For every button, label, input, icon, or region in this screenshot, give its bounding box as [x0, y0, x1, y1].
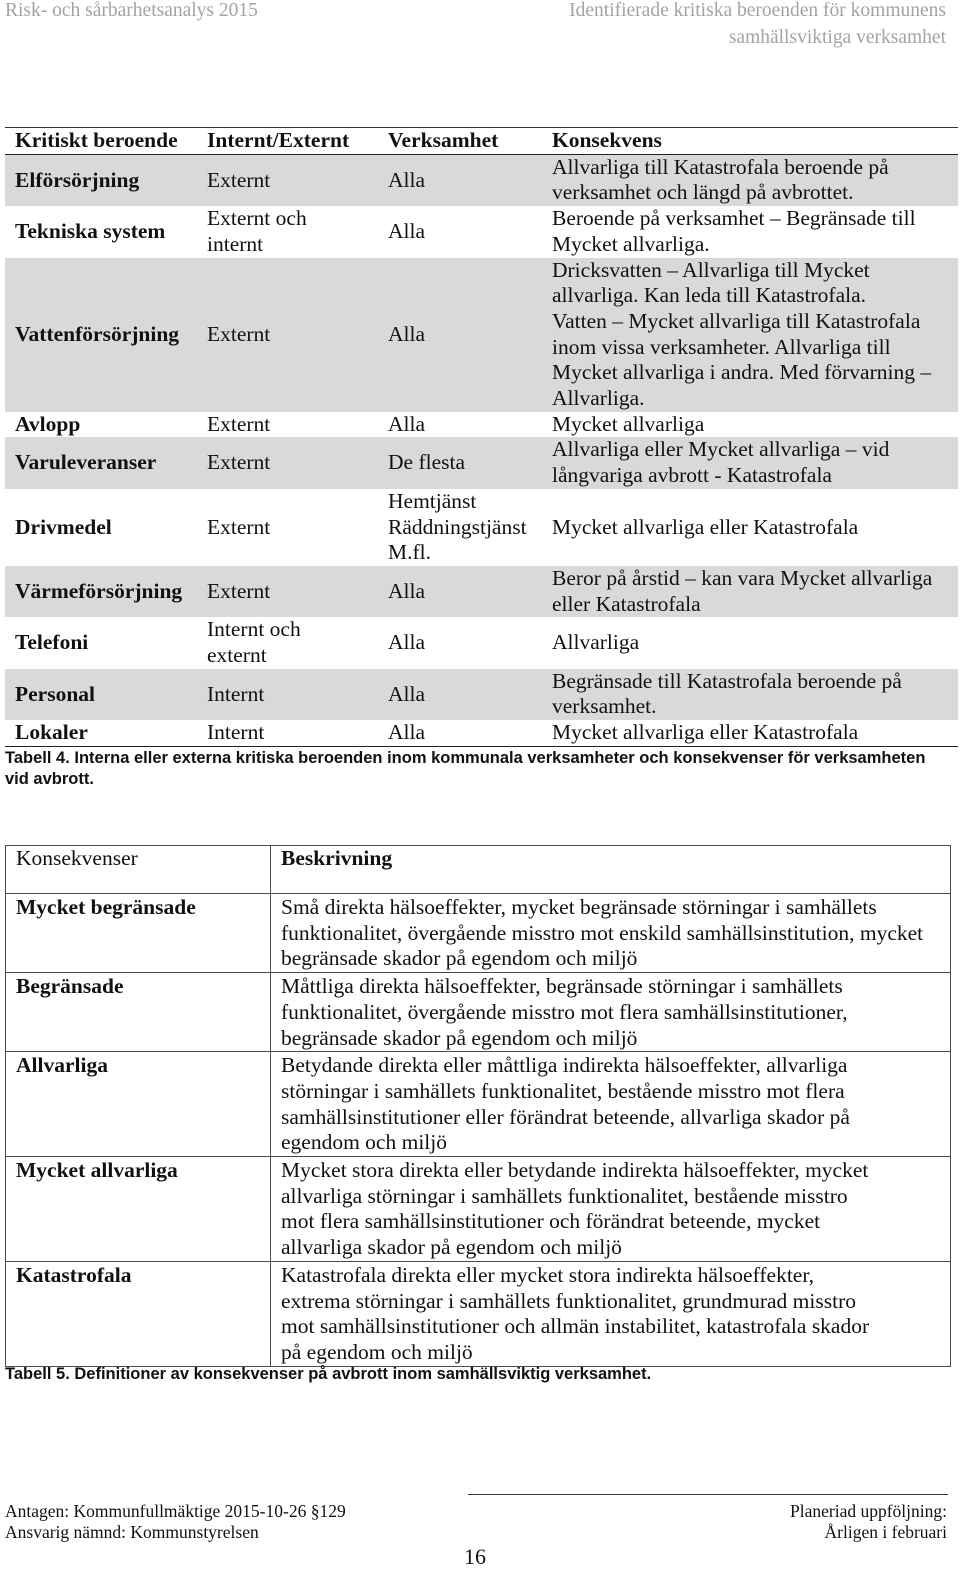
table-row [5, 206, 958, 257]
cell-line: Externt [207, 321, 271, 346]
internal-external-cell [197, 168, 378, 194]
consequence-level-cell: Katastrofala [6, 1261, 271, 1366]
internal-external-cell [197, 720, 378, 746]
cell-line: Beror på årstid – kan vara Mycket allvarliga [552, 565, 933, 590]
cell-line: Externt [207, 411, 271, 436]
cell-line: Allvarliga till Katastrofala beroende på [552, 154, 889, 179]
table-body [5, 155, 958, 747]
cell-line: Hemtjänst [388, 488, 477, 513]
cell-line: Alla [388, 720, 426, 745]
cell-line: Alla [388, 218, 426, 243]
description-cell [271, 1157, 951, 1262]
activity-cell [378, 322, 542, 348]
internal-external-cell [197, 617, 378, 668]
running-header-line: Identifierade kritiska beroenden för kommunens [569, 0, 946, 21]
dependency-cell: Drivmedel [15, 514, 112, 539]
internal-external-cell [197, 206, 378, 257]
dependency-cell: Varuleveranser [15, 450, 157, 475]
dependency-cell: Elförsörjning [15, 167, 140, 192]
caption-line: Tabell 4. Interna eller externa kritiska beroenden inom kommunala verksamheter och konsekvenser för verksamheten [5, 749, 926, 767]
table-row [5, 437, 958, 488]
cell-line: Externt [207, 578, 271, 603]
cell-line: egendom och miljö [281, 1130, 447, 1155]
cell-line: M.fl. [388, 540, 431, 565]
table-row [5, 258, 958, 412]
activity-cell [378, 630, 542, 656]
internal-external-cell [197, 579, 378, 605]
cell-line: Externt [207, 514, 271, 539]
dependency-cell: Avlopp [15, 411, 81, 436]
cell-line: samhällsinstitutioner eller förändrat beteende, allvarliga skador på [281, 1104, 850, 1129]
cell-line: Dricksvatten – Allvarliga till Mycket [552, 257, 870, 282]
dependency-cell: Lokaler [15, 720, 88, 745]
column-header: Konsekvens [552, 128, 662, 152]
cell-line: Beroende på verksamhet – Begränsade till [552, 206, 916, 231]
table-5-caption: Tabell 5. Definitioner av konsekvenser på avbrott inom samhällsviktig verksamhet. [5, 1365, 652, 1383]
consequence-level-cell: Mycket begränsade [6, 894, 271, 973]
column-header: Kritiskt beroende [15, 128, 178, 152]
consequence-cell [542, 720, 958, 746]
description-cell [271, 973, 951, 1052]
running-header-section [569, 0, 946, 51]
footer-line: Antagen: Kommunfullmäktige 2015-10-26 §129 [5, 1501, 346, 1521]
description-cell [271, 1261, 951, 1366]
cell-line: allvarliga störningar i samhällets funktionalitet, bestående misstro [281, 1183, 848, 1208]
table-row [6, 1052, 951, 1157]
cell-line: Mycket allvarliga [552, 411, 705, 436]
running-header-title: Risk- och sårbarhetsanalys 2015 [5, 0, 258, 21]
cell-line: allvarliga. Kan leda till Katastrofala. [552, 283, 867, 308]
cell-line: Externt och [207, 206, 307, 231]
cell-line: Internt [207, 720, 265, 745]
internal-external-cell [197, 322, 378, 348]
footer-line: Ansvarig nämnd: Kommunstyrelsen [5, 1522, 259, 1542]
consequence-definitions-table [5, 845, 951, 1367]
column-header: Internt/Externt [207, 128, 350, 152]
cell-line: begränsade skador på egendom och miljö [281, 946, 638, 971]
cell-line: på egendom och miljö [281, 1339, 473, 1364]
consequence-cell [542, 412, 958, 438]
cell-line: Allvarliga. [552, 386, 645, 411]
page-number: 16 [464, 1544, 486, 1569]
description-cell [271, 894, 951, 973]
activity-cell [378, 682, 542, 708]
column-header: Verksamhet [388, 128, 499, 152]
cell-line: externt [207, 643, 267, 668]
dependency-cell: Värmeförsörjning [15, 578, 183, 603]
cell-line: allvarliga skador på egendom och miljö [281, 1235, 622, 1260]
cell-line: störningar i samhällets funktionalitet, bestående misstro mot flera [281, 1078, 845, 1103]
table-row [5, 155, 958, 206]
cell-line: inom vissa verksamheter. Allvarliga till [552, 334, 891, 359]
table-4-caption [5, 748, 925, 790]
consequence-level-cell: Allvarliga [6, 1052, 271, 1157]
cell-line: Allvarliga [552, 630, 640, 655]
cell-line: Externt [207, 167, 271, 192]
cell-line: Alla [388, 321, 426, 346]
table-header-row [6, 846, 951, 894]
description-cell [271, 1052, 951, 1157]
cell-line: Mycket allvarliga eller Katastrofala [552, 514, 859, 539]
table-row [5, 617, 958, 668]
cell-line: Katastrofala direkta eller mycket stora indirekta hälsoeffekter, [281, 1262, 815, 1287]
internal-external-cell [197, 450, 378, 476]
dependency-cell: Personal [15, 681, 96, 706]
cell-line: Vatten – Mycket allvarliga till Katastrofala [552, 308, 921, 333]
consequence-cell [542, 515, 958, 541]
table-row [5, 669, 958, 720]
cell-line: Externt [207, 450, 271, 475]
table-row [5, 412, 958, 438]
cell-line: Mycket allvarliga i andra. Med förvarning – [552, 360, 932, 385]
cell-line: Mycket stora direkta eller betydande indirekta hälsoeffekter, mycket [281, 1158, 869, 1183]
table-row [6, 973, 951, 1052]
cell-line: Alla [388, 411, 426, 436]
consequence-cell [542, 566, 958, 617]
table-row [6, 894, 951, 973]
cell-line: Alla [388, 630, 426, 655]
cell-line: internt [207, 231, 264, 256]
cell-line: begränsade skador på egendom och miljö [281, 1025, 638, 1050]
cell-line: Måttliga direkta hälsoeffekter, begränsade störningar i samhällets [281, 974, 843, 999]
activity-cell [378, 489, 542, 566]
internal-external-cell [197, 412, 378, 438]
cell-line: Mycket allvarliga. [552, 231, 710, 256]
consequence-cell [542, 155, 958, 206]
table-row [5, 489, 958, 566]
table-row [5, 566, 958, 617]
activity-cell [378, 450, 542, 476]
dependency-table [5, 127, 958, 747]
running-header-line: samhällsviktiga verksamhet [728, 27, 946, 48]
activity-cell [378, 412, 542, 438]
caption-line: vid avbrott. [5, 770, 94, 788]
table-row [5, 720, 958, 746]
consequence-level-cell: Begränsade [6, 973, 271, 1052]
cell-line: Internt [207, 681, 265, 706]
cell-line: De flesta [388, 450, 466, 475]
cell-line: Allvarliga eller Mycket allvarliga – vid [552, 437, 890, 462]
consequence-cell [542, 669, 958, 720]
cell-line: verksamhet och längd på avbrottet. [552, 180, 854, 205]
footer-line: Årligen i februari [824, 1522, 947, 1542]
footer-adoption-info [5, 1501, 346, 1543]
cell-line: Mycket allvarliga eller Katastrofala [552, 720, 859, 745]
footer-divider [468, 1494, 948, 1495]
cell-line: eller Katastrofala [552, 591, 701, 616]
cell-line: funktionalitet, övergående misstro mot enskild samhällsinstitution, mycket [281, 920, 924, 945]
cell-line: mot samhällsinstitutioner och allmän instabilitet, katastrofala skador [281, 1314, 870, 1339]
internal-external-cell [197, 515, 378, 541]
column-header: Beskrivning [271, 846, 951, 894]
activity-cell [378, 168, 542, 194]
cell-line: Små direkta hälsoeffekter, mycket begränsade störningar i samhällets [281, 895, 877, 919]
consequence-cell [542, 437, 958, 488]
cell-line: verksamhet. [552, 694, 657, 719]
cell-line: långvariga avbrott - Katastrofala [552, 463, 832, 488]
table-header-row [5, 127, 958, 155]
activity-cell [378, 720, 542, 746]
cell-line: extrema störningar i samhällets funktionalitet, grundmurad misstro [281, 1288, 856, 1313]
cell-line: Begränsade till Katastrofala beroende på [552, 668, 902, 693]
footer-follow-up-info [790, 1501, 947, 1543]
cell-line: Alla [388, 578, 426, 603]
activity-cell [378, 219, 542, 245]
internal-external-cell [197, 682, 378, 708]
activity-cell [378, 579, 542, 605]
cell-line: Internt och [207, 617, 301, 642]
cell-line: mot flera samhällsinstitutioner och förändrat beteende, mycket [281, 1209, 821, 1234]
cell-line: Alla [388, 167, 426, 192]
dependency-cell: Telefoni [15, 630, 89, 655]
cell-line: Alla [388, 681, 426, 706]
cell-line: funktionalitet, övergående misstro mot flera samhällsinstitutioner, [281, 999, 848, 1024]
table-row [6, 1157, 951, 1262]
footer-line: Planeriad uppföljning: [790, 1501, 947, 1521]
consequence-cell [542, 258, 958, 412]
table-row [6, 1261, 951, 1366]
cell-line: Räddningstjänst [388, 514, 527, 539]
consequence-level-cell: Mycket allvarliga [6, 1157, 271, 1262]
cell-line: Betydande direkta eller måttliga indirekta hälsoeffekter, allvarliga [281, 1053, 848, 1078]
dependency-cell: Tekniska system [15, 218, 166, 243]
consequence-cell [542, 630, 958, 656]
consequence-cell [542, 206, 958, 257]
column-header: Konsekvenser [6, 846, 271, 894]
dependency-cell: Vattenförsörjning [15, 321, 180, 346]
